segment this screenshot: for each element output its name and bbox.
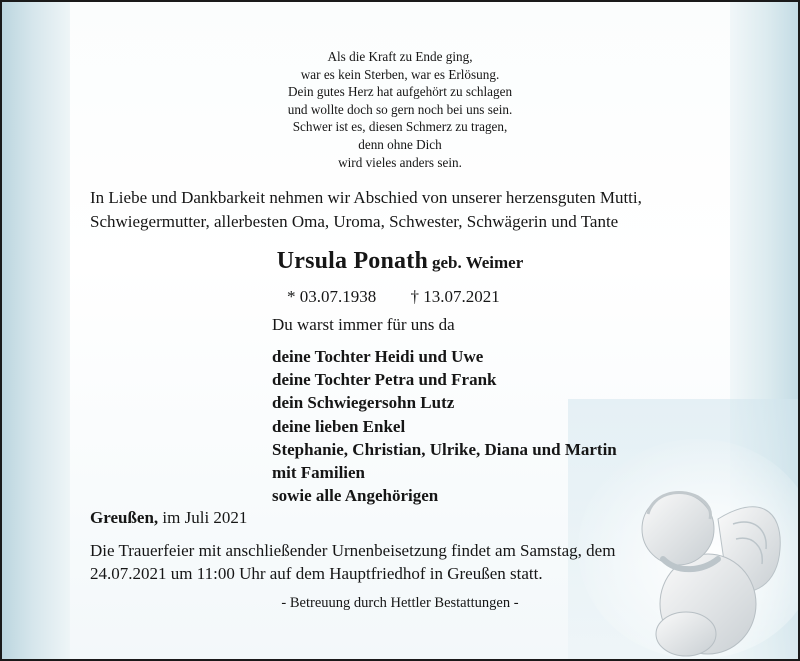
funeral-line: Die Trauerfeier mit anschließender Urnenbeisetzung findet am Samstag, dem (90, 541, 616, 560)
death-date: † 13.07.2021 (410, 287, 500, 306)
mourner-line: deine Tochter Heidi und Uwe (272, 347, 484, 366)
poem-line: wird vieles anders sein. (338, 154, 462, 170)
deceased-name: Ursula Ponath (276, 248, 428, 274)
mourner-line: deine lieben Enkel (272, 416, 406, 436)
birth-date: * 03.07.1938 (287, 287, 377, 306)
mourner-line: mit Familien (272, 463, 366, 483)
motto: Du warst immer für uns da (272, 315, 455, 334)
undertaker-credit: - Betreuung durch Hettler Bestattungen - (281, 595, 519, 611)
intro-line: In Liebe und Dankbarkeit nehmen wir Abschied von unserer herzensguten Mutti, (90, 188, 642, 207)
date: im Juli 2021 (162, 508, 248, 527)
poem (2, 48, 798, 171)
deceased-name-line (2, 248, 798, 275)
intro-text (90, 186, 730, 234)
poem-line: und wollte doch so gern noch bei uns sein. (287, 101, 513, 117)
mourners-list (272, 345, 617, 507)
maiden-name: geb. Weimer (432, 253, 524, 272)
poem-line: Dein gutes Herz hat aufgehört zu schlagen (287, 84, 513, 100)
intro-line: Schwiegermutter, allerbesten Oma, Uroma, Schwester, Schwägerin und Tante (90, 212, 619, 231)
poem-line: war es kein Sterben, war es Erlösung. (300, 66, 500, 82)
funeral-info (90, 540, 615, 585)
poem-line: Schwer ist es, diesen Schmerz zu tragen, (292, 119, 508, 135)
poem-line: Als die Kraft zu Ende ging, (327, 49, 473, 64)
poem-line: denn ohne Dich (358, 136, 442, 152)
mourner-line: deine Tochter Petra und Frank (272, 370, 497, 390)
mourner-line: dein Schwiegersohn Lutz (272, 393, 455, 413)
place-and-date (90, 508, 247, 528)
mourner-line: Stephanie, Christian, Ulrike, Diana und Martin (272, 439, 617, 459)
town: Greußen, (90, 508, 159, 527)
life-dates (287, 287, 500, 307)
mourner-line: sowie alle Angehörigen (272, 486, 439, 506)
funeral-line: 24.07.2021 um 11:00 Uhr auf dem Hauptfriedhof in Greußen statt. (90, 563, 543, 583)
